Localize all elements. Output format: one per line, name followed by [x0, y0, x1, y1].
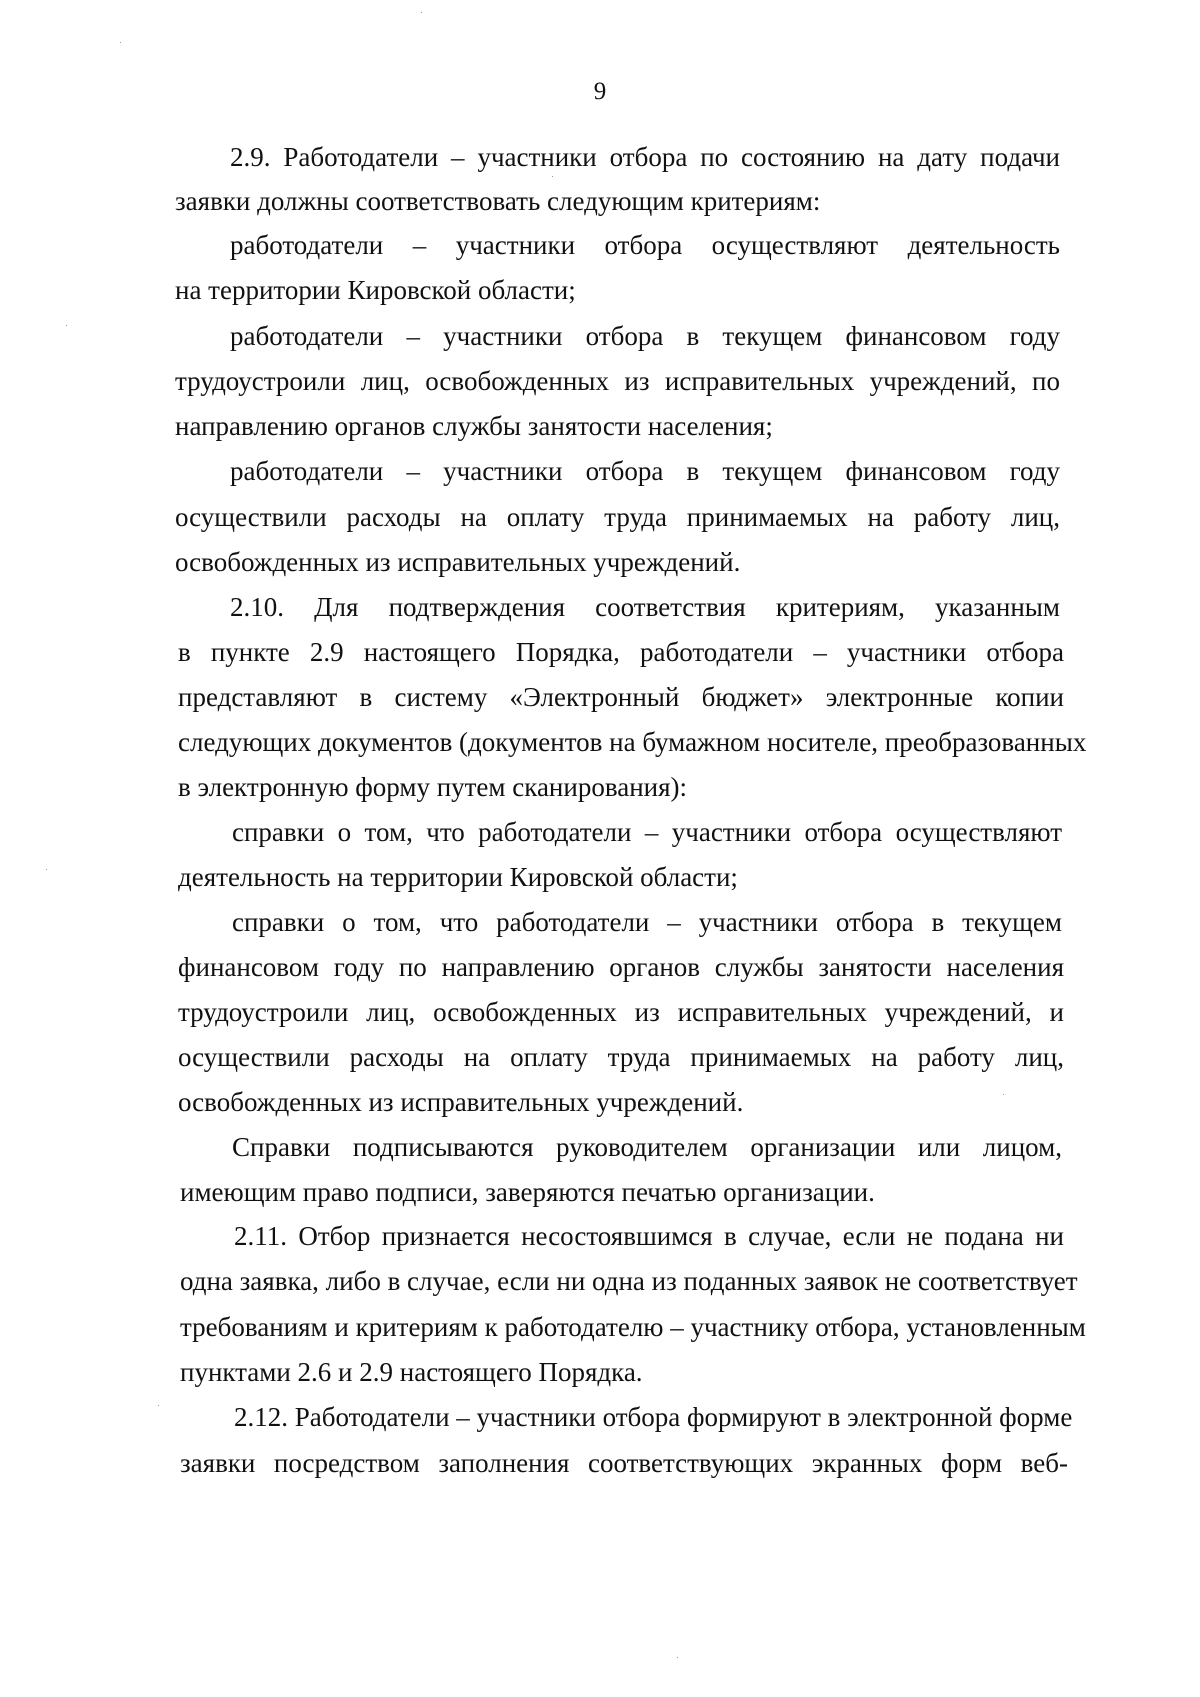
text-line: представляют в систему «Электронный бюджет» электронные копии	[178, 682, 1064, 712]
text-line: имеющим право подписи, заверяются печатью организации.	[180, 1177, 875, 1207]
text-line: заявки посредством заполнения соответствующих экранных форм веб-	[180, 1448, 1068, 1478]
text-line: заявки должны соответствовать следующим критериям:	[175, 186, 821, 216]
scan-speck	[66, 325, 67, 326]
text-line: освобожденных из исправительных учреждений.	[175, 547, 741, 577]
text-line: Справки подписываются руководителем организации или лицом,	[232, 1132, 1062, 1162]
text-line: трудоустроили лиц, освобожденных из исправительных учреждений, по	[175, 366, 1060, 396]
text-line: освобожденных из исправительных учреждений.	[178, 1087, 744, 1117]
text-line: в электронную форму путем сканирования):	[178, 772, 688, 802]
text-line: одна заявка, либо в случае, если ни одна из поданных заявок не соответствует	[180, 1266, 1078, 1296]
text-line: справки о том, что работодатели – участники отбора в текущем	[232, 907, 1062, 937]
text-line: требованиям и критериям к работодателю – участнику отбора, установленным	[180, 1312, 1086, 1342]
text-line: 2.9. Работодатели – участники отбора по состоянию на дату подачи	[230, 142, 1060, 172]
scan-speck	[421, 12, 422, 13]
page-number: 9	[593, 78, 607, 105]
text-line: следующих документов (документов на бумажном носителе, преобразованных	[178, 727, 1087, 757]
text-line: работодатели – участники отбора в текущем финансовом году	[230, 456, 1060, 486]
scan-speck	[1003, 1094, 1004, 1095]
text-line: финансовом году по направлению органов службы занятости населения	[178, 952, 1064, 982]
text-line: пунктами 2.6 и 2.9 настоящего Порядка.	[180, 1357, 643, 1387]
text-line: трудоустроили лиц, освобожденных из исправительных учреждений, и	[178, 997, 1064, 1027]
scan-speck	[120, 42, 121, 43]
text-line: 2.12. Работодатели – участники отбора формируют в электронной форме	[234, 1402, 1073, 1432]
text-line: осуществили расходы на оплату труда принимаемых на работу лиц,	[178, 1042, 1064, 1072]
text-line: направлению органов службы занятости населения;	[175, 411, 773, 441]
text-line: 2.10. Для подтверждения соответствия критериям, указанным	[230, 592, 1060, 622]
scan-speck	[552, 176, 553, 177]
scan-speck	[46, 869, 47, 870]
text-line: осуществили расходы на оплату труда принимаемых на работу лиц,	[175, 502, 1060, 532]
scan-speck	[677, 1657, 678, 1658]
text-line: в пункте 2.9 настоящего Порядка, работодатели – участники отбора	[178, 637, 1064, 667]
text-line: на территории Кировской области;	[175, 275, 576, 305]
text-line: деятельность на территории Кировской области;	[178, 862, 738, 892]
text-line: справки о том, что работодатели – участники отбора осуществляют	[232, 817, 1062, 847]
scan-speck	[158, 1405, 159, 1406]
text-line: работодатели – участники отбора в текущем финансовом году	[230, 321, 1060, 351]
text-line: 2.11. Отбор признается несостоявшимся в случае, если не подана ни	[234, 1221, 1064, 1251]
text-line: работодатели – участники отбора осуществляют деятельность	[230, 230, 1060, 260]
